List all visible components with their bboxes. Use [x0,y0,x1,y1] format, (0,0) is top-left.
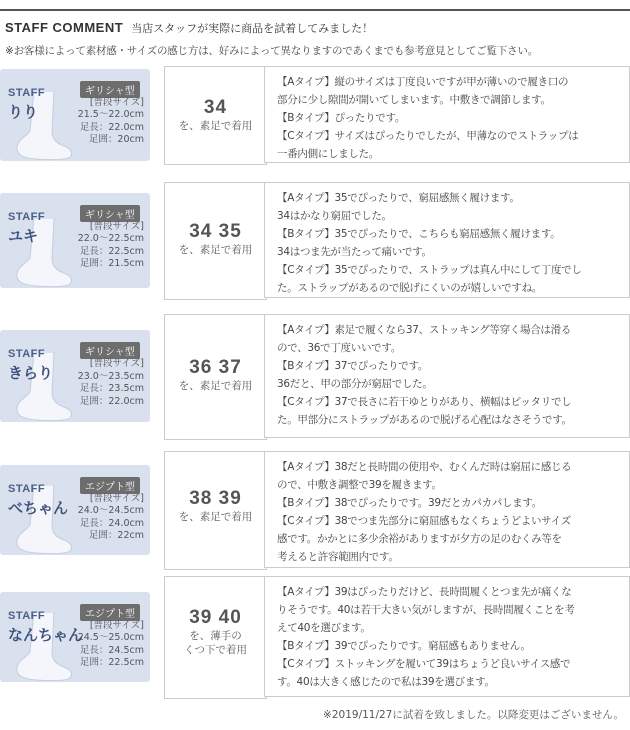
staff-name: べちゃん [8,498,69,517]
foot-girth: 足囲：20cm [88,134,144,145]
usual-size-block [78,620,144,670]
comment-line: 【Cタイプ】35でぴったりで、ストラップは真ん中にして丁度でし [277,264,582,276]
trial-size: 39 40 [189,607,242,628]
comment-line: 【Bタイプ】35でぴったりで、こちらも窮屈感無く履けます。 [277,228,561,240]
top-rule [0,9,630,11]
comment-line: た。甲部分にストラップがあるので脱げる心配はなさそうです。 [277,414,572,426]
comment-line: 感です。かかとに多少余裕がありますが夕方の足のむくみ等を [277,533,562,545]
staff-name: ユキ [8,226,39,245]
staff-name: りり [8,102,39,121]
comment-box [264,314,630,438]
staff-card [0,465,150,555]
comment-line: 34はつま先が当たって痛いです。 [277,246,432,258]
comment-line: 部分に少し隙間が開いてしまいます。中敷きで調節します。 [277,94,551,106]
trial-size: 34 [203,97,228,118]
usual-size-block [78,221,144,271]
trial-caption: くつ下で着用 [184,644,247,656]
trial-size-box [164,314,267,440]
usual-size-range: 24.0〜24.5cm [77,505,144,516]
comment-line: ので、36で丁度いいです。 [277,342,401,354]
trial-size: 34 35 [189,221,242,242]
foot-length: 足長：22.5cm [79,245,144,257]
disclaimer-note: ※お客様によって素材感・サイズの感じ方は、好みによって異なりますのであくまでも参考意見としてご覧下さい。 [5,45,539,57]
usual-size-heading: [普段サイズ] [89,358,144,369]
usual-size-range: 24.5〜25.0cm [77,632,144,643]
staff-name: なんちゃん [8,625,84,644]
staff-name: きらり [8,364,54,382]
comment-box [264,451,630,568]
comment-line: 考えると許容範囲内です。 [277,551,399,563]
comment-line: 【Cタイプ】37で長さに若干ゆとりがあり、横幅はピッタリでし [277,396,572,408]
comment-line: 【Aタイプ】縦のサイズは丁度良いですが甲が薄いので履き口の [277,76,569,88]
foot-type-badge: ギリシャ型 [80,205,140,222]
foot-girth: 足囲：21.5cm [79,258,144,269]
trial-size-box [164,66,267,165]
usual-size-block [78,493,144,543]
foot-girth: 足囲：22.0cm [79,395,144,407]
comment-line: 【Cタイプ】ストッキングを履いて39はちょうど良いサイス感で [277,658,571,670]
foot-type-badge: エジプト型 [80,477,140,494]
comment-line: 【Bタイプ】ぴったりです。 [277,112,406,124]
staff-card [0,69,150,161]
comment-line: 【Bタイプ】37でぴったりです。 [277,360,429,372]
comment-line: 【Aタイプ】35でぴったりで、窮屈感無く履けます。 [277,192,520,204]
trial-size: 36 37 [189,357,242,378]
usual-size-range: 23.0〜23.5cm [77,370,144,382]
staff-label: STAFF [8,348,46,360]
foot-type-badge: ギリシャ型 [80,342,140,359]
usual-size-range: 22.0〜22.5cm [77,233,144,244]
comment-line: 36だと、甲の部分が窮屈でした。 [277,378,433,390]
staff-card [0,330,150,422]
comment-line: 【Bタイプ】39でぴったりです。窮屈感もありません。 [277,640,531,652]
comment-line: りそうです。40は若干大きい気がしますが、長時間履くことを考 [277,604,575,616]
staff-label: STAFF [8,86,46,99]
staff-card [0,193,150,288]
comment-line: 34はかなり窮屈でした。 [277,210,392,222]
usual-size-heading: [普段サイズ] [89,492,144,504]
foot-length: 足長：22.0cm [79,121,144,133]
comment-line: 【Aタイプ】38だと長時間の使用や、むくんだ時は窮屈に感じる [277,461,572,473]
staff-label: STAFF [8,609,46,622]
foot-illustration [12,485,74,555]
staff-label: STAFF [8,482,46,495]
trial-size-box [164,576,267,699]
usual-size-block [78,97,144,147]
trial-caption: を、素足で着用 [178,120,253,132]
section-header [5,20,373,36]
foot-girth: 足囲：22.5cm [79,657,144,668]
foot-type-badge: エジプト型 [80,604,140,621]
trial-caption: を、素足で着用 [178,511,253,523]
usual-size-heading: [普段サイズ] [89,96,144,108]
comment-line: た。ストラップがあるので脱げにくいのが嬉しいですね。 [277,282,542,294]
usual-size-heading: [普段サイズ] [89,220,144,232]
comment-line: 【Aタイプ】素足で履くなら37、ストッキング等穿く場合は滑る [277,324,571,336]
foot-length: 足長：23.5cm [79,383,144,394]
comment-line: 【Bタイプ】38でぴったりです。39だとカパカパします。 [277,497,542,509]
usual-size-range: 21.5〜22.0cm [77,109,144,120]
trial-size: 38 39 [189,488,242,509]
comment-line: 一番内側にしました。 [277,148,379,160]
comment-line: 【Cタイプ】サイズはぴったりでしたが、甲薄なのでストラップは [277,130,579,142]
comment-box [264,182,630,298]
comment-line: す。40は大きく感じたので私は39を選びます。 [277,676,495,688]
trial-size-box [164,182,267,300]
comment-line: ので、中敷き調整で39を履きます。 [277,479,442,491]
foot-type-badge: ギリシャ型 [80,81,140,98]
comment-line: 【Aタイプ】39はぴったりだけど、長時間履くとつま先が痛くな [277,586,572,598]
trial-caption: を、素足で着用 [178,244,253,256]
staff-label: STAFF [8,210,46,223]
section-title: STAFF COMMENT [5,20,124,35]
usual-size-block [78,358,144,408]
trial-size-box [164,451,267,570]
footer-note: ※2019/11/27に試着を致しました。以降変更はございません。 [323,709,624,721]
foot-length: 足長：24.0cm [79,517,144,529]
comment-line: えて40を選びます。 [277,622,371,634]
trial-caption: を、素足で着用 [178,380,253,392]
foot-illustration [12,612,74,682]
comment-line: 【Cタイプ】38でつま先部分に窮屈感もなくちょうどよいサイズ [277,515,571,527]
foot-length: 足長：24.5cm [79,644,144,656]
usual-size-heading: [普段サイズ] [89,619,144,631]
staff-card [0,592,150,682]
comment-box [264,576,630,697]
comment-box [264,66,630,163]
trial-caption: を、薄手の [189,630,242,642]
section-description: 当店スタッフが実際に商品を試着してみました！ [131,22,374,35]
foot-girth: 足囲：22cm [88,530,144,541]
